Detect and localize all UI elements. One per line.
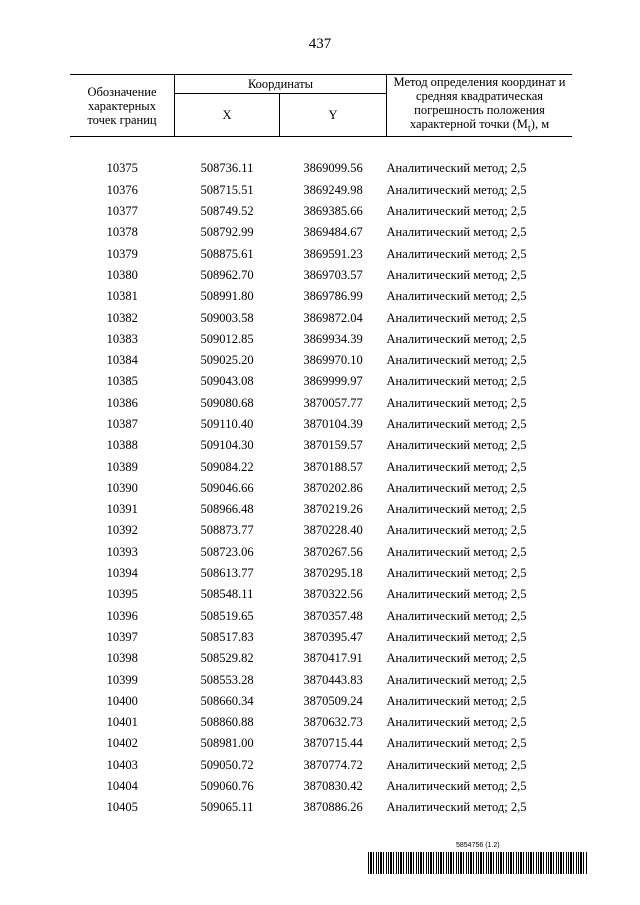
cell-x: 508613.77 bbox=[200, 566, 254, 581]
table-row bbox=[70, 797, 572, 818]
cell-method: Аналитический метод; 2,5 bbox=[386, 608, 527, 623]
cell-x: 508962.70 bbox=[200, 267, 254, 282]
coordinates-table bbox=[70, 74, 572, 819]
table-row bbox=[70, 201, 572, 222]
cell-method: Аналитический метод; 2,5 bbox=[386, 289, 527, 304]
cell-point-id: 10377 bbox=[106, 204, 138, 219]
barcode-label: 5854756 (1.2) bbox=[456, 842, 500, 849]
cell-point-id: 10403 bbox=[106, 757, 138, 772]
cell-method: Аналитический метод; 2,5 bbox=[386, 502, 527, 517]
cell-method: Аналитический метод; 2,5 bbox=[386, 161, 527, 176]
cell-x: 508723.06 bbox=[200, 544, 254, 559]
cell-y: 3870715.44 bbox=[303, 736, 363, 751]
table-row bbox=[70, 265, 572, 286]
cell-method: Аналитический метод; 2,5 bbox=[386, 204, 527, 219]
cell-point-id: 10392 bbox=[106, 523, 138, 538]
table-row bbox=[70, 222, 572, 243]
table-row bbox=[70, 350, 572, 371]
table-body bbox=[70, 137, 572, 819]
table-row bbox=[70, 180, 572, 201]
cell-y: 3869249.98 bbox=[303, 182, 363, 197]
cell-point-id: 10395 bbox=[106, 587, 138, 602]
cell-y: 3870295.18 bbox=[303, 566, 363, 581]
table-row bbox=[70, 286, 572, 307]
cell-method: Аналитический метод; 2,5 bbox=[386, 523, 527, 538]
cell-y: 3870159.57 bbox=[303, 438, 363, 453]
cell-point-id: 10388 bbox=[106, 438, 138, 453]
cell-x: 508660.34 bbox=[200, 693, 254, 708]
cell-x: 508875.61 bbox=[200, 246, 254, 261]
cell-x: 509043.08 bbox=[200, 374, 254, 389]
cell-y: 3870057.77 bbox=[303, 395, 363, 410]
table-row bbox=[70, 499, 572, 520]
cell-y: 3869970.10 bbox=[303, 353, 363, 368]
cell-method: Аналитический метод; 2,5 bbox=[386, 331, 527, 346]
cell-x: 508966.48 bbox=[200, 502, 254, 517]
cell-y: 3870322.56 bbox=[303, 587, 363, 602]
cell-y: 3870219.26 bbox=[303, 502, 363, 517]
header-y: Y bbox=[280, 94, 387, 137]
cell-method: Аналитический метод; 2,5 bbox=[386, 672, 527, 687]
cell-y: 3870228.40 bbox=[303, 523, 363, 538]
cell-point-id: 10380 bbox=[106, 267, 138, 282]
cell-x: 508529.82 bbox=[200, 651, 254, 666]
cell-y: 3870202.86 bbox=[303, 480, 363, 495]
cell-y: 3870267.56 bbox=[303, 544, 363, 559]
cell-x: 508749.52 bbox=[200, 204, 254, 219]
cell-point-id: 10376 bbox=[106, 182, 138, 197]
cell-point-id: 10390 bbox=[106, 480, 138, 495]
table-row bbox=[70, 627, 572, 648]
cell-point-id: 10383 bbox=[106, 331, 138, 346]
cell-point-id: 10384 bbox=[106, 353, 138, 368]
cell-y: 3870830.42 bbox=[303, 779, 363, 794]
cell-point-id: 10382 bbox=[106, 310, 138, 325]
cell-y: 3870357.48 bbox=[303, 608, 363, 623]
cell-x: 509065.11 bbox=[200, 800, 254, 815]
cell-method: Аналитический метод; 2,5 bbox=[386, 438, 527, 453]
header-spacer bbox=[70, 137, 572, 159]
table-row bbox=[70, 478, 572, 499]
cell-x: 508548.11 bbox=[200, 587, 254, 602]
header-method-subscript: t bbox=[527, 123, 531, 135]
cell-method: Аналитический метод; 2,5 bbox=[386, 395, 527, 410]
table-row bbox=[70, 158, 572, 179]
header-method bbox=[387, 75, 573, 137]
cell-method: Аналитический метод; 2,5 bbox=[386, 246, 527, 261]
cell-y: 3869484.67 bbox=[303, 225, 363, 240]
table-row bbox=[70, 307, 572, 328]
cell-y: 3869385.66 bbox=[303, 204, 363, 219]
cell-x: 508991.80 bbox=[200, 289, 254, 304]
cell-y: 3869099.56 bbox=[303, 161, 363, 176]
header-coordinates: Координаты bbox=[175, 75, 387, 94]
cell-y: 3870188.57 bbox=[303, 459, 363, 474]
cell-point-id: 10396 bbox=[106, 608, 138, 623]
cell-x: 509060.76 bbox=[200, 779, 254, 794]
cell-x: 508519.65 bbox=[200, 608, 254, 623]
cell-method: Аналитический метод; 2,5 bbox=[386, 566, 527, 581]
cell-y: 3870632.73 bbox=[303, 715, 363, 730]
cell-point-id: 10393 bbox=[106, 544, 138, 559]
cell-y: 3869786.99 bbox=[303, 289, 363, 304]
cell-x: 508792.99 bbox=[200, 225, 254, 240]
cell-point-id: 10400 bbox=[106, 693, 138, 708]
cell-y: 3869934.39 bbox=[303, 331, 363, 346]
cell-point-id: 10378 bbox=[106, 225, 138, 240]
cell-point-id: 10404 bbox=[106, 779, 138, 794]
cell-method: Аналитический метод; 2,5 bbox=[386, 267, 527, 282]
cell-method: Аналитический метод; 2,5 bbox=[386, 417, 527, 431]
cell-y: 3869999.97 bbox=[303, 374, 363, 389]
cell-method: Аналитический метод; 2,5 bbox=[386, 800, 527, 815]
table-row bbox=[70, 606, 572, 627]
table-row bbox=[70, 329, 572, 350]
cell-x: 509012.85 bbox=[200, 331, 254, 346]
table-row bbox=[70, 371, 572, 392]
cell-x: 509046.66 bbox=[200, 480, 254, 495]
cell-method: Аналитический метод; 2,5 bbox=[386, 629, 527, 644]
cell-y: 3870443.83 bbox=[303, 672, 363, 687]
cell-point-id: 10387 bbox=[106, 417, 138, 431]
cell-y: 3870509.24 bbox=[303, 693, 363, 708]
table-row bbox=[70, 243, 572, 264]
cell-point-id: 10398 bbox=[106, 651, 138, 666]
table-row bbox=[70, 393, 572, 414]
cell-x: 508517.83 bbox=[200, 629, 254, 644]
cell-x: 509050.72 bbox=[200, 757, 254, 772]
cell-point-id: 10402 bbox=[106, 736, 138, 751]
table-row bbox=[70, 755, 572, 776]
barcode-bars bbox=[368, 852, 588, 874]
table-row bbox=[70, 520, 572, 541]
cell-point-id: 10394 bbox=[106, 566, 138, 581]
table-row bbox=[70, 669, 572, 690]
cell-x: 508873.77 bbox=[200, 523, 254, 538]
cell-x: 508715.51 bbox=[200, 182, 254, 197]
table-row bbox=[70, 542, 572, 563]
table-row bbox=[70, 435, 572, 456]
cell-method: Аналитический метод; 2,5 bbox=[386, 587, 527, 602]
cell-x: 508553.28 bbox=[200, 672, 254, 687]
table-row bbox=[70, 648, 572, 669]
cell-point-id: 10385 bbox=[106, 374, 138, 389]
cell-point-id: 10397 bbox=[106, 629, 138, 644]
cell-y: 3870417.91 bbox=[303, 651, 363, 666]
cell-method: Аналитический метод; 2,5 bbox=[386, 779, 527, 794]
cell-method: Аналитический метод; 2,5 bbox=[386, 651, 527, 666]
cell-point-id: 10391 bbox=[106, 502, 138, 517]
cell-y: 3870886.26 bbox=[303, 800, 363, 815]
cell-method: Аналитический метод; 2,5 bbox=[386, 480, 527, 495]
cell-y: 3870104.39 bbox=[303, 417, 363, 431]
cell-method: Аналитический метод; 2,5 bbox=[386, 544, 527, 559]
table-row bbox=[70, 733, 572, 754]
header-method-suffix: ), м bbox=[530, 117, 550, 132]
table-row bbox=[70, 563, 572, 584]
cell-x: 508860.88 bbox=[200, 715, 254, 730]
cell-point-id: 10375 bbox=[106, 161, 138, 176]
cell-method: Аналитический метод; 2,5 bbox=[386, 715, 527, 730]
cell-point-id: 10401 bbox=[106, 715, 138, 730]
cell-x: 509003.58 bbox=[200, 310, 254, 325]
table-header bbox=[70, 75, 572, 137]
table-row bbox=[70, 776, 572, 797]
table-row bbox=[70, 414, 572, 435]
cell-y: 3870395.47 bbox=[303, 629, 363, 644]
cell-method: Аналитический метод; 2,5 bbox=[386, 225, 527, 240]
table-row bbox=[70, 456, 572, 477]
cell-x: 509084.22 bbox=[200, 459, 254, 474]
cell-y: 3869703.57 bbox=[303, 267, 363, 282]
cell-method: Аналитический метод; 2,5 bbox=[386, 310, 527, 325]
cell-point-id: 10405 bbox=[106, 800, 138, 815]
cell-point-id: 10389 bbox=[106, 459, 138, 474]
header-method-text: Метод определения координат и средняя квадратическая погрешность положения характерной точки (M bbox=[393, 75, 566, 132]
header-designation: Обозначение характерных точек границ bbox=[70, 75, 175, 137]
cell-x: 508981.00 bbox=[200, 736, 254, 751]
header-x: X bbox=[175, 94, 280, 137]
cell-x: 509104.30 bbox=[200, 438, 254, 453]
table-row bbox=[70, 712, 572, 733]
cell-y: 3870774.72 bbox=[303, 757, 363, 772]
cell-point-id: 10386 bbox=[106, 395, 138, 410]
cell-point-id: 10399 bbox=[106, 672, 138, 687]
barcode bbox=[368, 842, 588, 876]
cell-method: Аналитический метод; 2,5 bbox=[386, 353, 527, 368]
cell-method: Аналитический метод; 2,5 bbox=[386, 693, 527, 708]
table-row bbox=[70, 691, 572, 712]
table-row bbox=[70, 584, 572, 605]
cell-x: 509080.68 bbox=[200, 395, 254, 410]
cell-x: 509025.20 bbox=[200, 353, 254, 368]
cell-method: Аналитический метод; 2,5 bbox=[386, 757, 527, 772]
cell-method: Аналитический метод; 2,5 bbox=[386, 459, 527, 474]
cell-method: Аналитический метод; 2,5 bbox=[386, 182, 527, 197]
cell-y: 3869591.23 bbox=[303, 246, 363, 261]
cell-y: 3869872.04 bbox=[303, 310, 363, 325]
cell-method: Аналитический метод; 2,5 bbox=[386, 374, 527, 389]
cell-point-id: 10379 bbox=[106, 246, 138, 261]
cell-point-id: 10381 bbox=[106, 289, 138, 304]
cell-method: Аналитический метод; 2,5 bbox=[386, 736, 527, 751]
page-number: 437 bbox=[308, 36, 332, 52]
cell-x: 508736.11 bbox=[200, 161, 254, 176]
cell-x: 509110.40 bbox=[200, 417, 254, 431]
